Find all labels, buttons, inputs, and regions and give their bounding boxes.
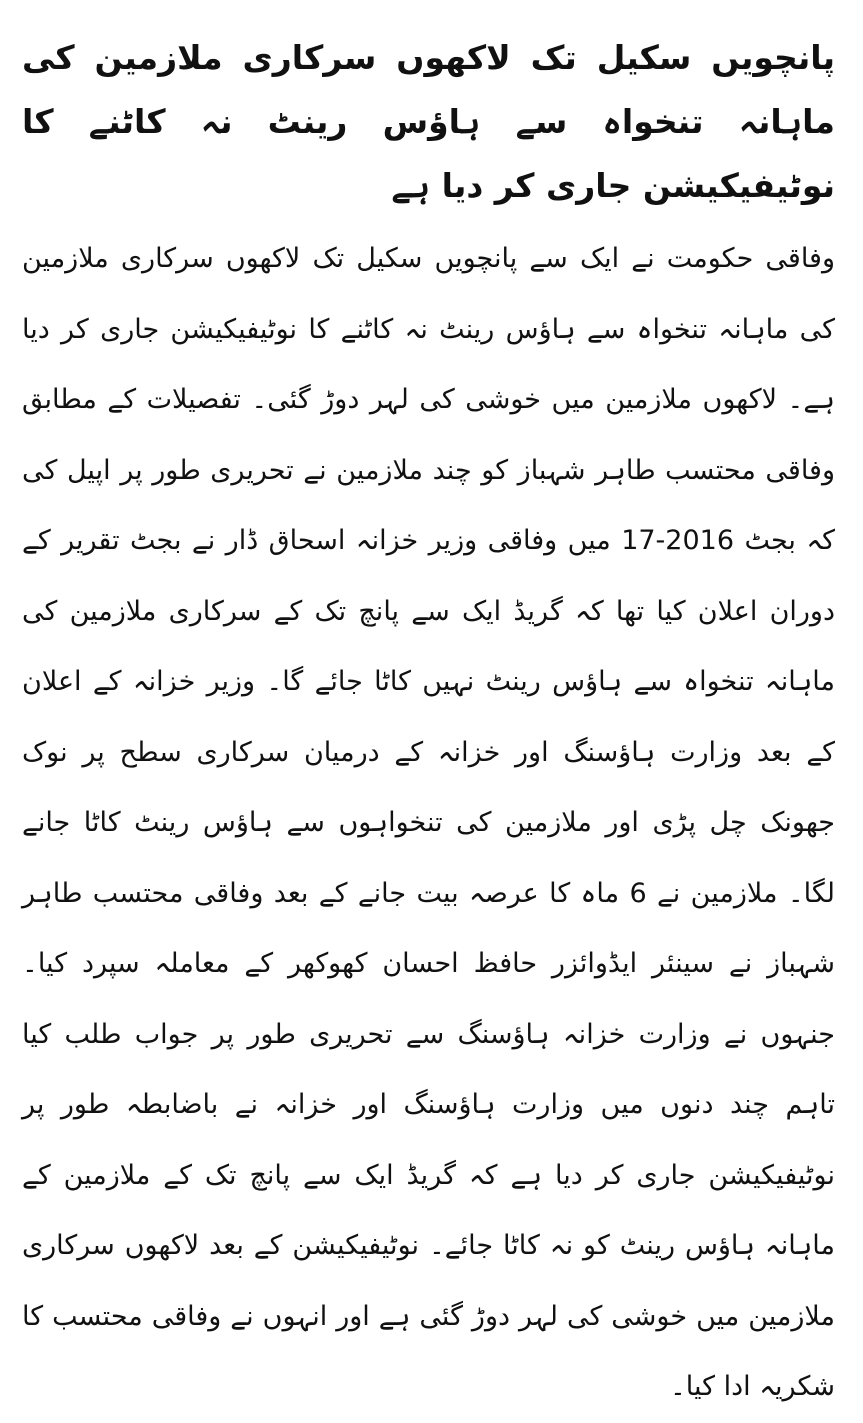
article-headline: پانچویں سکیل تک لاکھوں سرکاری ملازمین کی ماہانہ تنخواہ سے ہاؤس رینٹ نہ کاٹنے کا نوٹیفیکیشن جاری کر دیا ہے — [22, 38, 835, 205]
article-body: وفاقی حکومت نے ایک سے پانچویں سکیل تک لاکھوں سرکاری ملازمین کی ماہانہ تنخواہ سے ہاؤس رینٹ نہ کاٹنے کا نوٹیفیکیشن جاری کر دیا ہے۔ لاکھوں ملازمین میں خوشی کی لہر دوڑ گئی۔ تفصیلات کے مطابق وفاقی محتسب طاہر شہباز کو چند ملازمین نے تحریری طور پر اپیل کی کہ بجٹ 2016-17 میں وفاقی وزیر خزانہ اسحاق ڈار نے بجٹ تقریر کے دوران اعلان کیا تھا کہ گریڈ ایک سے پانچ تک کے سرکاری ملازمین کی ماہانہ تنخواہ سے ہاؤس رینٹ نہیں کاٹا جائے گا۔ وزیر خزانہ کے اعلان کے بعد وزارت ہاؤسنگ اور خزانہ کے درمیان سرکاری سطح پر نوک جھونک چل پڑی اور ملازمین کی تنخواہوں سے ہاؤس رینٹ کاٹا جانے لگا۔ ملازمین نے 6 ماہ کا عرصہ بیت جانے کے بعد وفاقی محتسب طاہر شہباز نے سینئر ایڈوائزر حافظ احسان کھوکھر کے معاملہ سپرد کیا۔ جنہوں نے وزارت خزانہ ہاؤسنگ سے تحریری طور پر جواب طلب کیا تاہم چند دنوں میں وزارت ہاؤسنگ اور خزانہ نے باضابطہ طور پر نوٹیفیکیشن جاری کر دیا ہے کہ گریڈ ایک سے پانچ تک کے ملازمین کے ماہانہ ہاؤس رینٹ کو نہ کاٹا جائے۔ نوٹیفیکیشن کے بعد لاکھوں سرکاری ملازمین میں خوشی کی لہر دوڑ گئی ہے اور انہوں نے وفاقی محتسب کا شکریہ ادا کیا۔ — [22, 243, 836, 1402]
